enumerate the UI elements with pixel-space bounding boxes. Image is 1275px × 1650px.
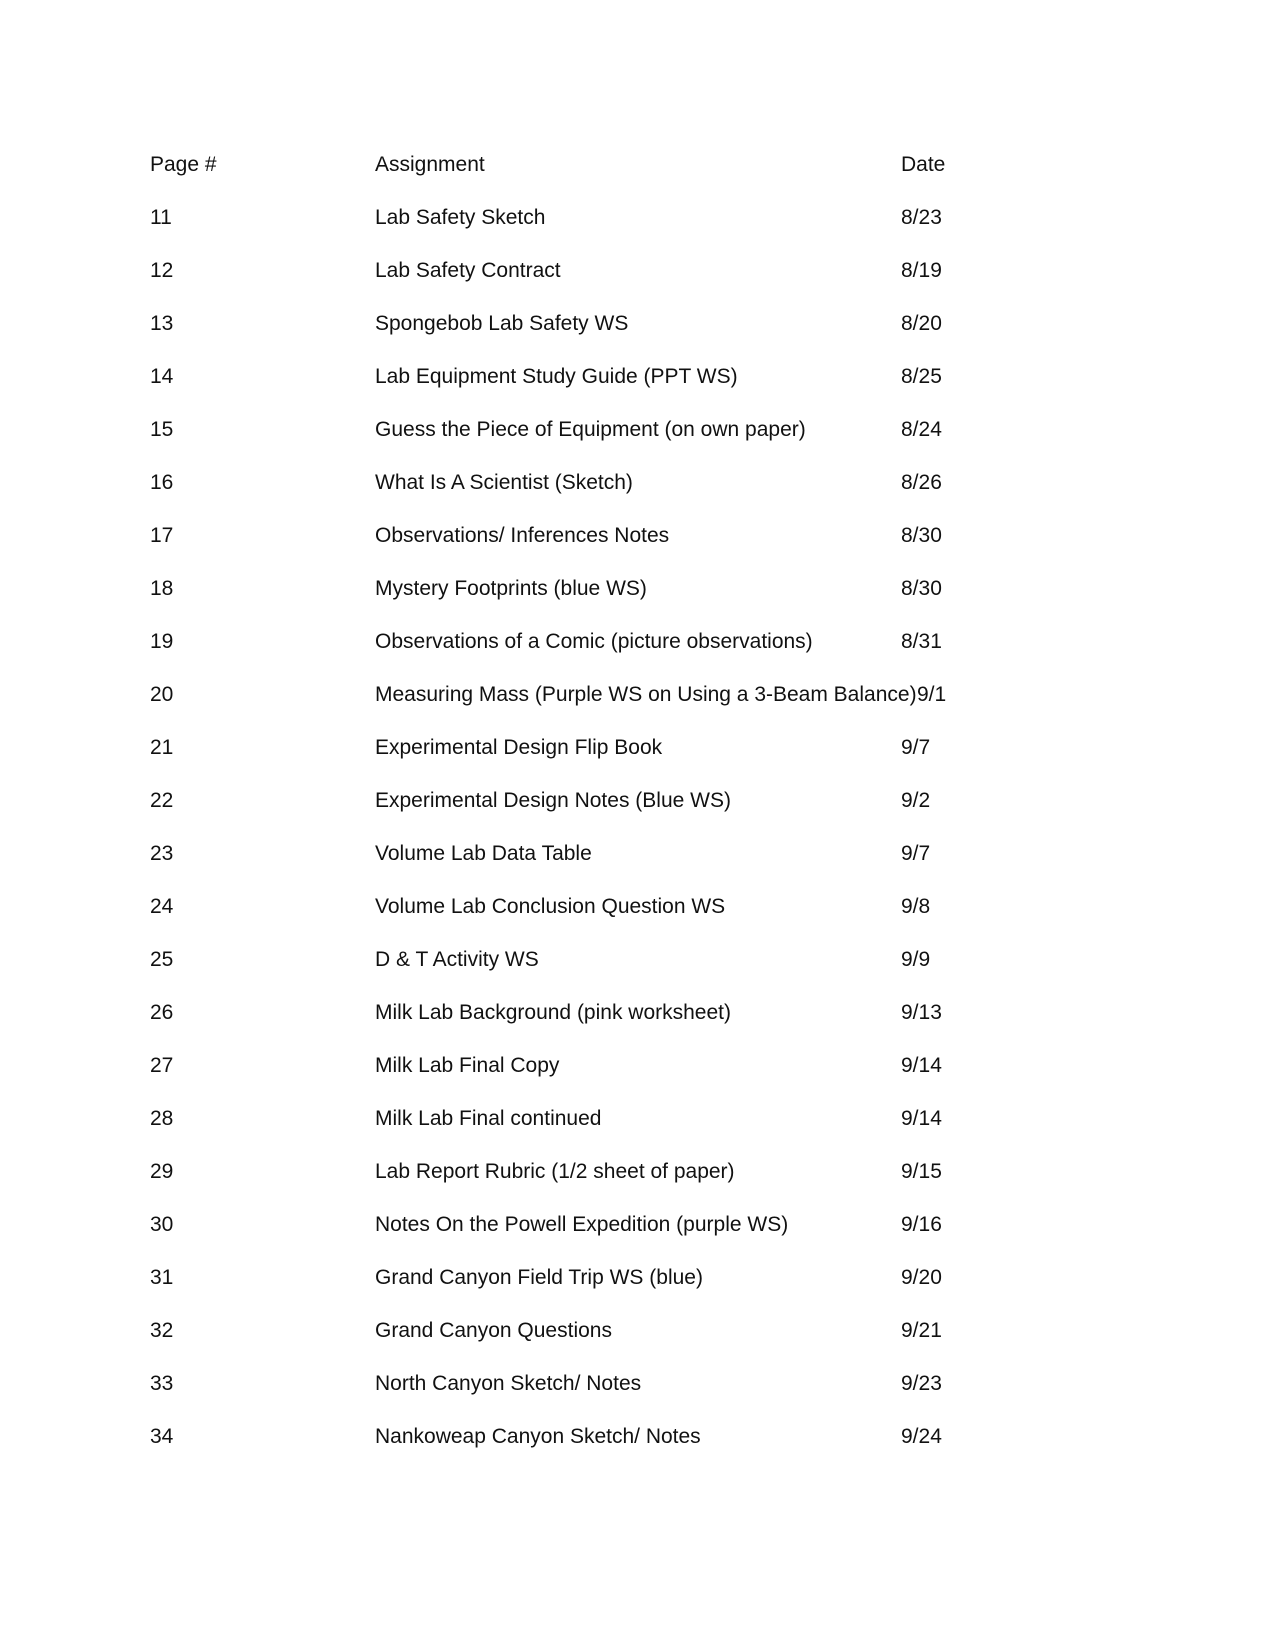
assignment-cell: Grand Canyon Field Trip WS (blue) <box>375 1266 703 1289</box>
table-row <box>150 244 1150 297</box>
page-number-cell: 31 <box>150 1266 174 1289</box>
table-row <box>150 509 1150 562</box>
table-row <box>150 1198 1150 1251</box>
table-row <box>150 297 1150 350</box>
table-row <box>150 1357 1150 1410</box>
assignment-cell: Lab Equipment Study Guide (PPT WS) <box>375 365 738 388</box>
page-number-cell: 20 <box>150 683 174 706</box>
table-row <box>150 1145 1150 1198</box>
assignment-cell: North Canyon Sketch/ Notes <box>375 1372 642 1395</box>
assignment-cell: Experimental Design Flip Book <box>375 736 663 759</box>
page-number-cell: 26 <box>150 1001 174 1024</box>
assignment-cell: Lab Report Rubric (1/2 sheet of paper) <box>375 1160 735 1183</box>
assignment-cell: Nankoweap Canyon Sketch/ Notes <box>375 1425 701 1448</box>
page-number-cell: 18 <box>150 577 174 600</box>
page-number-cell: 17 <box>150 524 174 547</box>
table-row <box>150 350 1150 403</box>
assignment-cell: Experimental Design Notes (Blue WS) <box>375 789 731 812</box>
assignment-cell: Notes On the Powell Expedition (purple WS) <box>375 1213 789 1236</box>
date-cell: 9/9 <box>901 948 931 971</box>
assignment-cell: D & T Activity WS <box>375 948 539 971</box>
assignment-cell: Milk Lab Final continued <box>375 1107 602 1130</box>
page-number-cell: 13 <box>150 312 174 335</box>
date-cell: 9/24 <box>901 1425 942 1448</box>
page-number-cell: 14 <box>150 365 174 388</box>
date-cell: 8/20 <box>901 312 942 335</box>
table-row <box>150 1304 1150 1357</box>
table-row <box>150 721 1150 774</box>
date-cell: 8/30 <box>901 577 942 600</box>
date-header: Date <box>901 153 946 176</box>
table-row <box>150 191 1150 244</box>
table-row <box>150 668 1150 721</box>
date-cell: 8/26 <box>901 471 942 494</box>
date-cell: 8/25 <box>901 365 942 388</box>
table-row <box>150 1039 1150 1092</box>
date-cell: 8/31 <box>901 630 942 653</box>
table-row <box>150 615 1150 668</box>
assignment-table <box>150 138 1150 1463</box>
page-number-cell: 24 <box>150 895 174 918</box>
page-number-cell: 25 <box>150 948 174 971</box>
table-row <box>150 774 1150 827</box>
assignment-cell: Observations/ Inferences Notes <box>375 524 670 547</box>
page-number-cell: 16 <box>150 471 174 494</box>
assignment-cell: Measuring Mass (Purple WS on Using a 3-Beam Balance) <box>375 683 917 706</box>
date-cell: 9/21 <box>901 1319 942 1342</box>
page-number-cell: 19 <box>150 630 174 653</box>
page-number-header: Page # <box>150 153 217 176</box>
table-row <box>150 827 1150 880</box>
table-row <box>150 986 1150 1039</box>
date-cell: 9/13 <box>901 1001 942 1024</box>
page-number-cell: 22 <box>150 789 174 812</box>
date-cell: 9/20 <box>901 1266 942 1289</box>
date-cell: 9/23 <box>901 1372 942 1395</box>
date-cell: 9/7 <box>901 736 931 759</box>
date-cell: 9/16 <box>901 1213 942 1236</box>
table-row <box>150 1092 1150 1145</box>
table-row <box>150 403 1150 456</box>
table-row <box>150 1410 1150 1463</box>
date-cell: 9/14 <box>901 1107 942 1130</box>
assignment-header: Assignment <box>375 153 485 176</box>
assignment-cell: Lab Safety Sketch <box>375 206 546 229</box>
assignment-cell: Volume Lab Data Table <box>375 842 592 865</box>
assignment-cell: Guess the Piece of Equipment (on own paper) <box>375 418 806 441</box>
page-number-cell: 34 <box>150 1425 174 1448</box>
date-cell: 8/24 <box>901 418 942 441</box>
date-cell: 8/23 <box>901 206 942 229</box>
date-cell: 9/7 <box>901 842 931 865</box>
assignment-cell: Milk Lab Background (pink worksheet) <box>375 1001 731 1024</box>
table-row <box>150 562 1150 615</box>
page-number-cell: 32 <box>150 1319 174 1342</box>
page-number-cell: 12 <box>150 259 174 282</box>
page-number-cell: 27 <box>150 1054 174 1077</box>
page-number-cell: 33 <box>150 1372 174 1395</box>
date-cell: 8/30 <box>901 524 942 547</box>
date-cell: 9/14 <box>901 1054 942 1077</box>
assignment-cell: Grand Canyon Questions <box>375 1319 612 1342</box>
date-cell: 9/8 <box>901 895 931 918</box>
date-cell: 9/15 <box>901 1160 942 1183</box>
page-number-cell: 28 <box>150 1107 174 1130</box>
assignment-cell: Lab Safety Contract <box>375 259 561 282</box>
date-cell: 8/19 <box>901 259 942 282</box>
table-row <box>150 456 1150 509</box>
assignment-cell: Spongebob Lab Safety WS <box>375 312 629 335</box>
page-number-cell: 11 <box>150 206 172 229</box>
page-number-cell: 30 <box>150 1213 174 1236</box>
header-row <box>150 138 1150 191</box>
date-cell: 9/1 <box>917 683 947 706</box>
page-number-cell: 29 <box>150 1160 174 1183</box>
page-number-cell: 21 <box>150 736 174 759</box>
assignment-cell: Mystery Footprints (blue WS) <box>375 577 647 600</box>
table-row <box>150 880 1150 933</box>
assignment-cell: What Is A Scientist (Sketch) <box>375 471 633 494</box>
page-number-cell: 23 <box>150 842 174 865</box>
table-row <box>150 933 1150 986</box>
page-number-cell: 15 <box>150 418 174 441</box>
assignment-cell: Volume Lab Conclusion Question WS <box>375 895 726 918</box>
table-row <box>150 1251 1150 1304</box>
assignment-cell: Milk Lab Final Copy <box>375 1054 560 1077</box>
assignment-cell: Observations of a Comic (picture observations) <box>375 630 813 653</box>
date-cell: 9/2 <box>901 789 931 812</box>
